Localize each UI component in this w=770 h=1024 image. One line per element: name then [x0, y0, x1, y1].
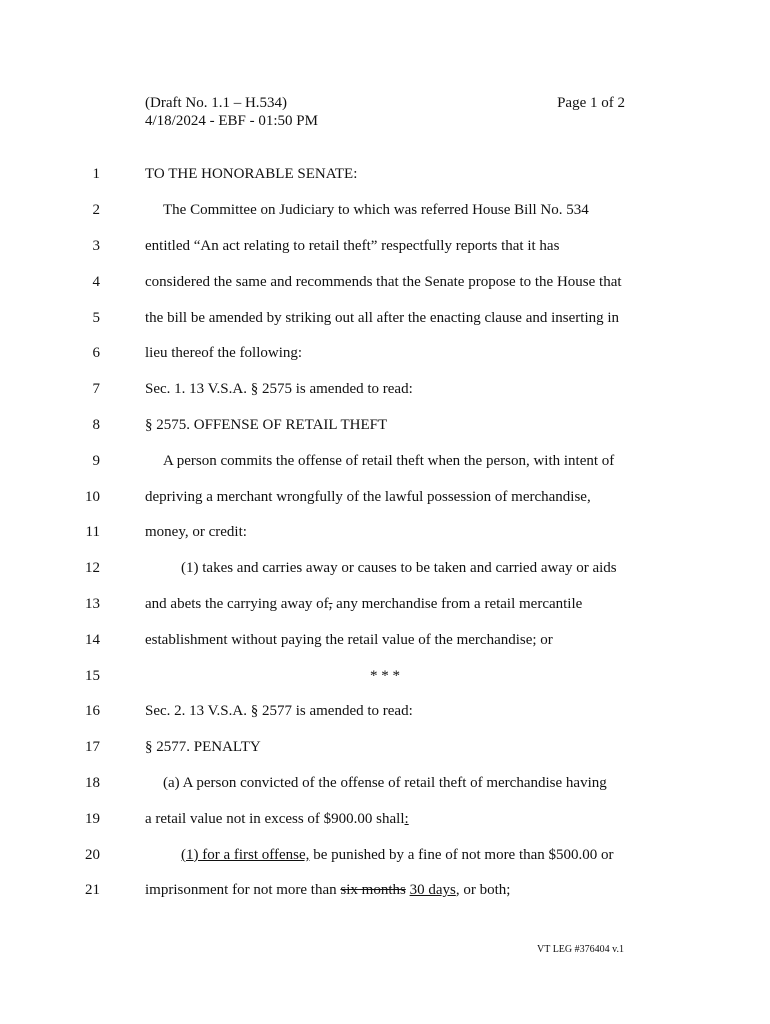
line-text: (1) takes and carries away or causes to be taken and carried away or aids	[181, 560, 617, 576]
line-number: 13	[85, 596, 100, 612]
line-text: entitled “An act relating to retail theft” respectfully reports that it has	[145, 238, 560, 254]
inserted-text: (1) for a first offense,	[181, 847, 310, 863]
line-text: depriving a merchant wrongfully of the lawful possession of merchandise,	[145, 489, 591, 505]
line-number: 2	[92, 202, 100, 218]
line-number: 7	[92, 381, 100, 397]
line-number: 6	[92, 345, 100, 361]
document-line	[0, 879, 770, 901]
line-number: 1	[92, 166, 100, 182]
omission-marker: * * *	[370, 668, 400, 684]
text-segment: a retail value not in excess of $900.00 shall	[145, 811, 405, 827]
document-line	[0, 486, 770, 508]
document-line	[0, 700, 770, 722]
section-heading: § 2577. PENALTY	[145, 739, 261, 755]
line-text	[145, 593, 582, 615]
line-number: 12	[85, 560, 100, 576]
document-line	[0, 414, 770, 436]
line-text: Sec. 2. 13 V.S.A. § 2577 is amended to read:	[145, 703, 413, 719]
line-number: 8	[92, 417, 100, 433]
line-number: 20	[85, 847, 100, 863]
line-text: Sec. 1. 13 V.S.A. § 2575 is amended to read:	[145, 381, 413, 397]
line-number: 14	[85, 632, 100, 648]
document-line	[0, 593, 770, 615]
line-text: lieu thereof the following:	[145, 345, 303, 361]
line-text: considered the same and recommends that the Senate propose to the House that	[145, 274, 622, 290]
document-line	[0, 521, 770, 543]
line-text: (a) A person convicted of the offense of retail theft of merchandise having	[163, 775, 607, 791]
document-line	[0, 342, 770, 364]
line-number: 9	[92, 453, 100, 469]
document-line	[0, 199, 770, 221]
draft-number: (Draft No. 1.1 – H.534)	[145, 95, 288, 111]
document-line	[0, 808, 770, 830]
line-number: 21	[85, 882, 100, 898]
section-heading: § 2575. OFFENSE OF RETAIL THEFT	[145, 417, 388, 433]
document-line	[0, 307, 770, 329]
document-line	[0, 736, 770, 758]
line-text	[145, 879, 510, 901]
line-number: 11	[85, 524, 100, 540]
document-footer: VT LEG #376404 v.1	[537, 944, 624, 955]
line-text: A person commits the offense of retail theft when the person, with intent of	[163, 453, 615, 469]
document-line	[0, 235, 770, 257]
line-number: 3	[92, 238, 100, 254]
document-line	[0, 163, 770, 185]
line-text: establishment without paying the retail value of the merchandise; or	[145, 632, 553, 648]
document-line	[0, 450, 770, 472]
line-number: 16	[85, 703, 100, 719]
page-number: Page 1 of 2	[557, 95, 625, 111]
line-number: 17	[85, 739, 100, 755]
line-text	[181, 844, 614, 866]
text-segment: imprisonment for not more than	[145, 882, 341, 898]
line-text: the bill be amended by striking out all after the enacting clause and inserting in	[145, 310, 620, 326]
text-segment: be punished by a fine of not more than $500.00 or	[309, 847, 614, 863]
deleted-text: six months	[340, 882, 406, 898]
line-number: 10	[85, 489, 100, 505]
text-segment: and abets the carrying away of	[145, 596, 329, 612]
line-text	[145, 808, 409, 830]
line-number: 4	[92, 274, 100, 290]
document-line	[0, 557, 770, 579]
text-segment: , or both;	[455, 882, 511, 898]
document-line	[0, 271, 770, 293]
line-number: 15	[85, 668, 100, 684]
document-line	[0, 844, 770, 866]
line-text: The Committee on Judiciary to which was referred House Bill No. 534	[163, 202, 589, 218]
deleted-text: ,	[328, 596, 333, 612]
line-number: 18	[85, 775, 100, 791]
draft-datetime: 4/18/2024 - EBF - 01:50 PM	[145, 113, 318, 129]
text-segment: any merchandise from a retail mercantile	[332, 596, 583, 612]
document-line	[0, 665, 770, 687]
inserted-text: 30 days	[409, 882, 456, 898]
document-line	[0, 772, 770, 794]
line-number: 5	[92, 310, 100, 326]
line-text: TO THE HONORABLE SENATE:	[145, 166, 358, 182]
inserted-text: :	[404, 811, 409, 827]
line-number: 19	[85, 811, 100, 827]
document-line	[0, 378, 770, 400]
line-text: money, or credit:	[145, 524, 247, 540]
document-line	[0, 629, 770, 651]
